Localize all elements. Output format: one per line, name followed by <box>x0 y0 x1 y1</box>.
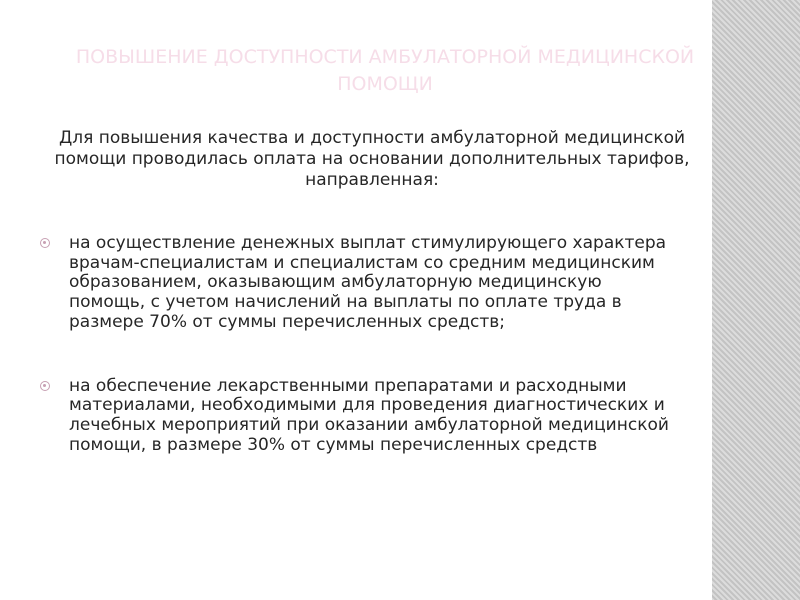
circle-bullet-icon <box>40 238 50 248</box>
circle-bullet-icon <box>40 381 50 391</box>
bullet-list <box>40 234 680 499</box>
decorative-side-stripe <box>712 0 800 600</box>
slide-title: ПОВЫШЕНИЕ ДОСТУПНОСТИ АМБУЛАТОРНОЙ МЕДИЦИНСКОЙ ПОМОЩИ <box>75 46 695 95</box>
intro-paragraph: Для повышения качества и доступности амбулаторной медицинской помощи проводилась оплата на основании дополнительных тарифов, направленная: <box>54 128 690 190</box>
bullet-text: на обеспечение лекарственными препаратами и расходными материалами, необходимыми для проведения диагностических и лечебных мероприятий при оказании амбулаторной медицинской помощи, в размере 30% от суммы перечисленных средств <box>69 375 669 455</box>
bullet-text: на осуществление денежных выплат стимулирующего характера врачам-специалистам и специалистам со средним медицинским образованием, оказывающим амбулаторную медицинскую помощь, с учетом начислений на выплаты по оплате труда в размере 70% от суммы перечисленных средств; <box>69 233 667 332</box>
bullet-item-medical-supplies <box>40 377 680 456</box>
bullet-item-salary-payments <box>40 234 680 333</box>
